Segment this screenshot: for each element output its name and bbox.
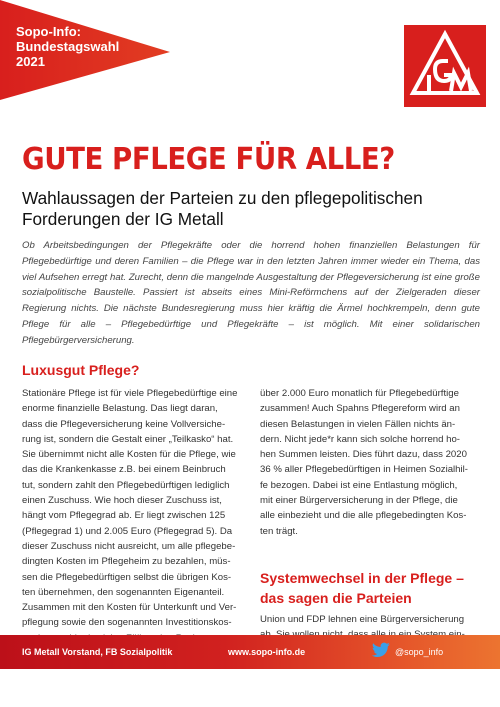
footer-organization: IG Metall Vorstand, FB Sozialpolitik bbox=[22, 647, 173, 657]
footer bbox=[0, 635, 500, 707]
badge-line: Sopo-Info: bbox=[16, 24, 81, 39]
body-text: über 2.000 Euro monatlich für Pflegebedürftige zusammen! Auch Spahns Pflegereform wird an diesen Belastungen in vielen Fällen nichts än- dern. Nicht jede*r kann sich solche horrend ho- hen Summen leisten. Dies führt dazu, dass 2020 36 % aller Pflegebedürftigen in Heimen Sozialhil- fe bezogen. Dabei ist eine Entlastung möglich, mit einer Bürgerversicherung in der Pflege, die alle einbezieht und die alle pflegebedingten Kos- ten trägt. bbox=[260, 388, 468, 537]
body-text: Stationäre Pflege ist für viele Pflegebedürftige eine enorme finanzielle Belastung. Das liegt daran, dass die Pflegeversicherung keine Vollversiche- rung ist, sondern die Gestalt einer „Teilkasko“ hat. Sie übernimmt nicht alle Kosten für die Pflege, wie das die Krankenkasse z.B. bei einem Beinbruch tut, sondern zahlt den Pflegebedürftigen lediglich einen Zuschuss. Wie hoch dieser Zuschuss ist, hängt vom Pflegegrad ab. Er liegt zwischen 125 (Pflegegrad 1) und 2.005 Euro (Pflegegrad 5). Da dieser Zuschuss nicht ausreicht, um alle pflegebe- dingten Kosten im Pflegeheim zu bezahlen, müs- sen die Pflegebedürftigen selbst die übrigen Kos- ten übernehmen, den sogenannten Eigenanteil. Zusammen mit den Kosten für Unterkunft und Ver- pflegung sowie den sogenannten Investitionskos- bbox=[22, 388, 238, 629]
section-heading-luxus: Luxusgut Pflege? bbox=[22, 362, 140, 378]
badge-text bbox=[16, 24, 119, 69]
body-text: Union und FDP lehnen eine Bürgerversicherung bbox=[260, 614, 465, 625]
heading-line: das sagen die Parteien bbox=[260, 590, 412, 606]
heading-line: Systemwechsel in der Pflege – bbox=[260, 570, 464, 586]
ig-metall-logo bbox=[404, 25, 486, 107]
body-column-left bbox=[22, 386, 244, 646]
footer-twitter-handle[interactable]: @sopo_info bbox=[395, 647, 444, 657]
footer-spacer bbox=[0, 669, 500, 707]
page-title: GUTE PFLEGE FÜR ALLE? bbox=[22, 142, 395, 177]
section-heading-systemwechsel bbox=[260, 568, 480, 608]
page-subtitle: Wahlaussagen der Parteien zu den pflegepolitischen Forderungen der IG Metall bbox=[22, 188, 423, 229]
intro-paragraph: Ob Arbeitsbedingungen der Pflegekräfte oder die horrend hohen finanziellen Belastungen für Pflegebedürftige und deren Familien – die Pflege war in den letzten Jahren immer wieder ein Thema, das viel Aufsehen erregt hat. Zurecht, denn die mangelnde Ausgestaltung der Pflegeversicherung ist eine große sozialpolitische Baustelle. Passiert ist abseits eines Mini-Reförmchens auf der Zielgeraden dieser Regierung nichts. Die nächste Bundesregierung muss hier kräftig die Ärmel hochkrempeln, denn gute Pflege für alle – Pflegebedürftige und Pflegekräfte – ist möglich. Mit einer solidarischen Pflegebürgerversicherung. bbox=[22, 240, 480, 346]
twitter-icon[interactable] bbox=[372, 642, 390, 658]
badge-line: 2021 bbox=[16, 54, 45, 69]
body-column-right bbox=[260, 386, 482, 539]
footer-website-link[interactable]: www.sopo-info.de bbox=[228, 647, 306, 657]
badge-line: Bundestagswahl bbox=[16, 39, 120, 54]
footer-bar bbox=[0, 635, 500, 669]
